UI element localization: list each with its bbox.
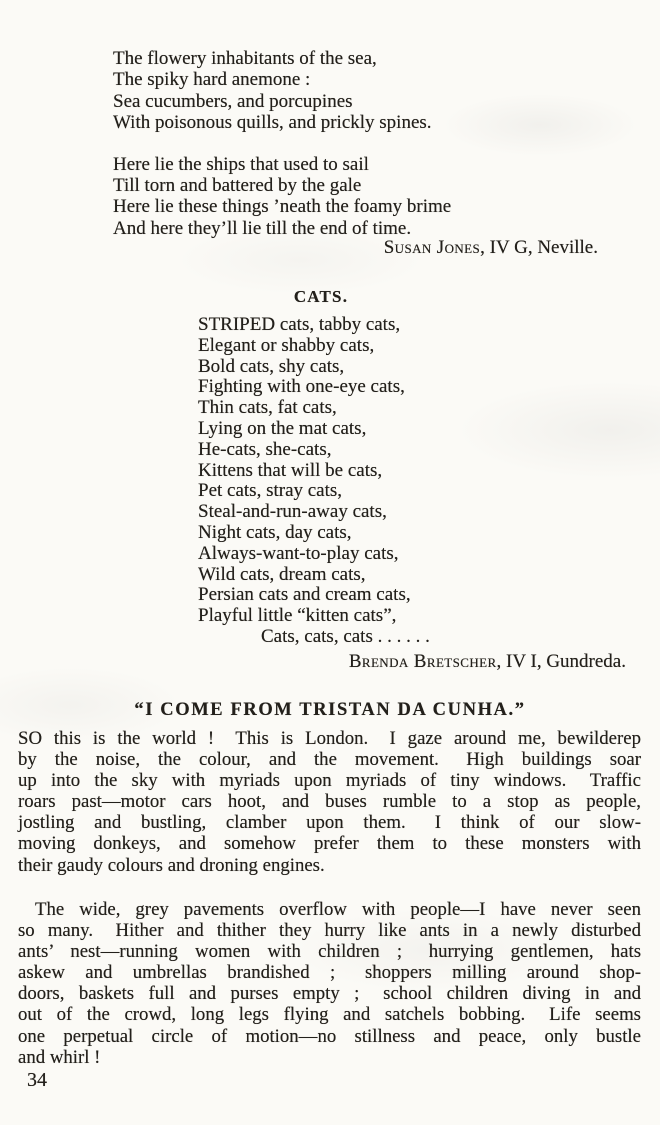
poem-line: Thin cats, fat cats, xyxy=(198,397,337,419)
poem-line: Here lie the ships that used to sail xyxy=(113,153,369,175)
poem-line: Fighting with one-eye cats, xyxy=(198,376,405,398)
poem-closing-line: Cats, cats, cats . . . . . . xyxy=(261,625,430,647)
essay-paragraph-2 xyxy=(18,899,641,1068)
poem-line: Always-want-to-play cats, xyxy=(198,542,399,564)
page-number: 34 xyxy=(27,1069,47,1091)
author-form-house: , IV I, Gundreda. xyxy=(496,651,626,672)
prose-line: askew and umbrellas brandished ; shoppers milling around shop- xyxy=(18,962,641,984)
prose-line: up into the sky with myriads upon myriads of tiny windows. Traffic xyxy=(18,770,641,792)
prose-line: out of the crowd, long legs flying and satchels bobbing. Life seems xyxy=(18,1004,641,1026)
poem-line: Here lie these things ’neath the foamy brime xyxy=(113,196,452,218)
prose-line: so many. Hither and thither they hurry like ants in a newly disturbed xyxy=(18,920,641,942)
poem-cats xyxy=(198,315,430,648)
poem-line: Playful little “kitten cats”, xyxy=(198,605,397,627)
poem-sea-attribution xyxy=(0,237,598,259)
poem-line: He-cats, she-cats, xyxy=(198,438,332,460)
poem-cats-title: CATS. xyxy=(293,287,349,306)
prose-line: one perpetual circle of motion—no stillness and peace, only bustle xyxy=(18,1025,641,1047)
author-name: Susan Jones xyxy=(383,237,481,258)
prose-line: roars past—motor cars hoot, and buses rumble to a stop as people, xyxy=(18,791,641,813)
prose-line: and whirl ! xyxy=(18,1046,101,1068)
author-name: Brenda Bretscher xyxy=(348,651,497,672)
prose-line: ants’ nest—running women with children ; hurrying gentlemen, hats xyxy=(18,941,641,963)
prose-line: doors, baskets full and purses empty ; school children diving in and xyxy=(18,983,641,1005)
poem-line: STRIPED cats, tabby cats, xyxy=(198,314,401,335)
poem-line: The flowery inhabitants of the sea, xyxy=(113,48,377,69)
poem-line: And here they’ll lie till the end of time. xyxy=(113,217,412,239)
essay-paragraph-1 xyxy=(18,728,641,876)
poem-line: Wild cats, dream cats, xyxy=(198,563,366,585)
poem-sea xyxy=(113,48,451,239)
prose-line: their gaudy colours and droning engines. xyxy=(18,854,325,876)
poem-line: Till torn and battered by the gale xyxy=(113,175,362,197)
poem-line: Elegant or shabby cats, xyxy=(198,334,375,356)
poem-cats-attribution xyxy=(0,651,626,673)
poem-line: Night cats, day cats, xyxy=(198,521,352,543)
prose-line: by the noise, the colour, and the movement. High buildings soar xyxy=(18,749,641,771)
stanza-gap xyxy=(113,134,451,154)
poem-line: The spiky hard anemone : xyxy=(113,69,311,91)
prose-line: jostling and bustling, clamber upon them. I think of our slow- xyxy=(18,812,641,834)
prose-line: SO this is the world ! This is London. I gaze around me, bewilderep xyxy=(18,728,641,749)
poem-line: Kittens that will be cats, xyxy=(198,459,383,481)
prose-line: moving donkeys, and somehow prefer them to these monsters with xyxy=(18,833,641,855)
poem-line: Bold cats, shy cats, xyxy=(198,355,345,377)
poem-line: Sea cucumbers, and porcupines xyxy=(113,90,353,112)
poem-line: Steal-and-run-away cats, xyxy=(198,501,387,523)
essay-title: “I COME FROM TRISTAN DA CUNHA.” xyxy=(134,700,526,720)
poem-line: With poisonous quills, and prickly spines. xyxy=(113,112,432,134)
poem-line: Persian cats and cream cats, xyxy=(198,584,411,606)
poem-line: Pet cats, stray cats, xyxy=(198,480,343,502)
prose-line: The wide, grey pavements overflow with people—I have never seen xyxy=(35,899,641,920)
author-form-house: , IV G, Neville. xyxy=(480,237,598,258)
poem-line: Lying on the mat cats, xyxy=(198,417,367,439)
